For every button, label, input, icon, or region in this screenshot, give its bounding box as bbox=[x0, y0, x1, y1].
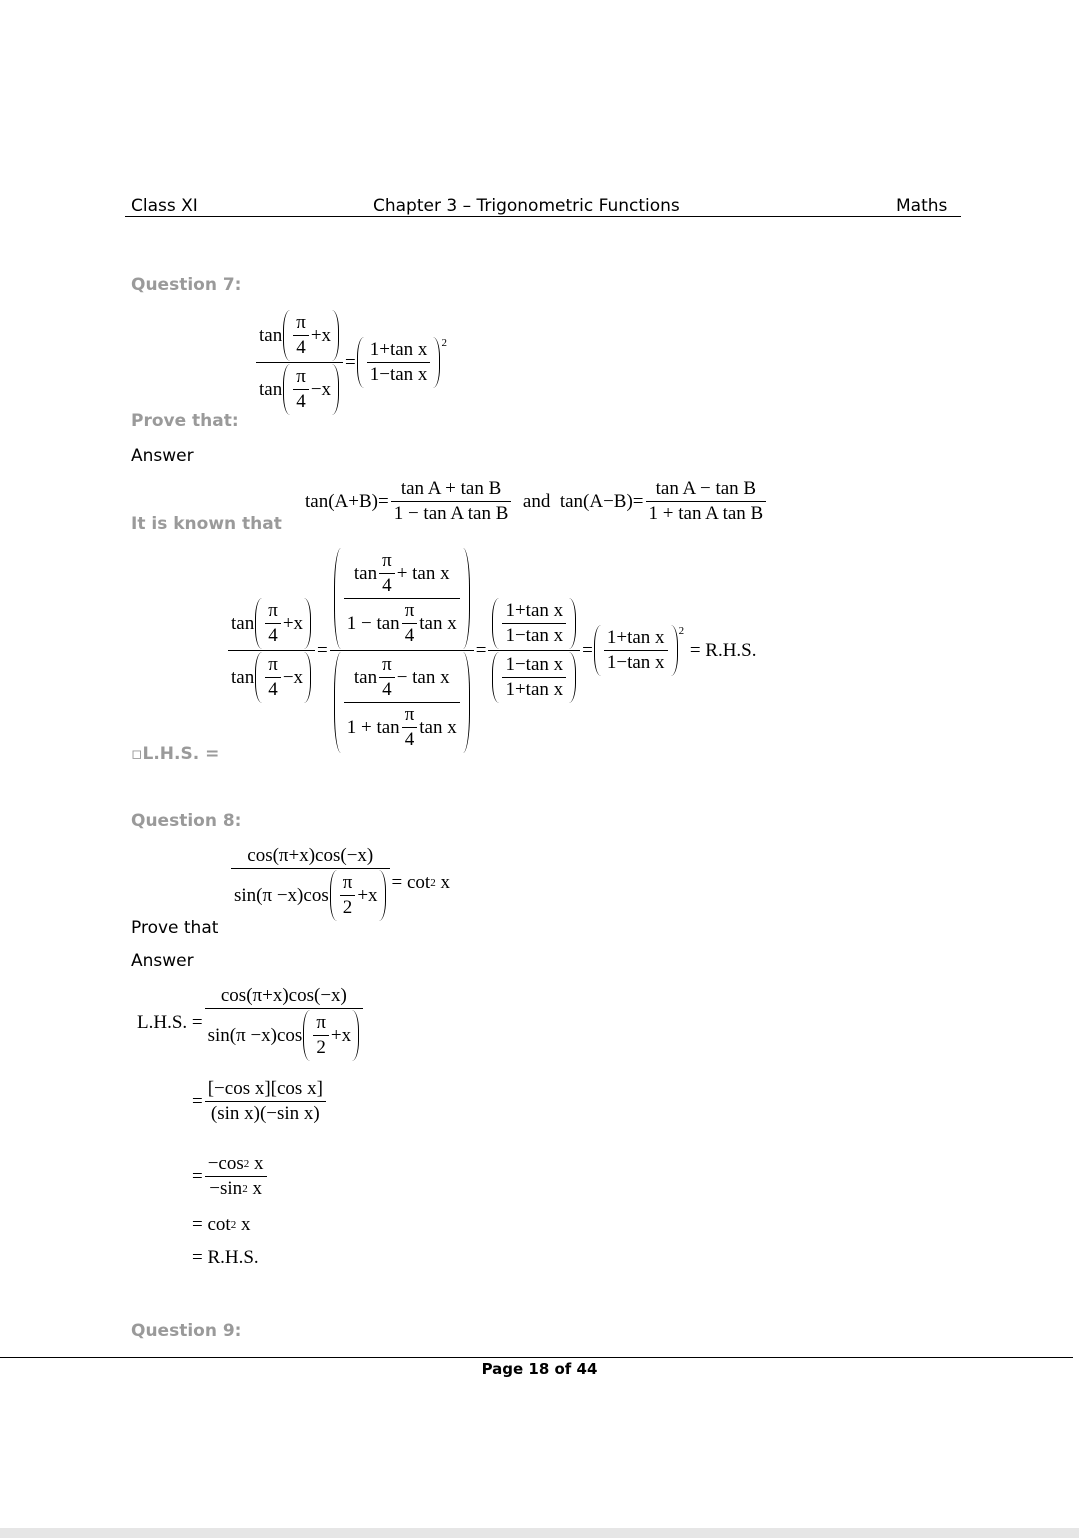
denominator bbox=[502, 623, 566, 647]
math-text: π bbox=[404, 704, 415, 725]
numerator bbox=[265, 654, 281, 677]
fraction bbox=[379, 654, 395, 701]
left-paren bbox=[255, 652, 262, 703]
math-text: π bbox=[296, 366, 306, 387]
numerator bbox=[293, 312, 309, 335]
math-text: = bbox=[475, 639, 487, 661]
math-text: = bbox=[317, 639, 328, 661]
fraction bbox=[646, 478, 767, 525]
exponent: 2 bbox=[242, 1183, 248, 1195]
denominator bbox=[402, 623, 418, 647]
denominator bbox=[340, 895, 356, 919]
math-text: +x bbox=[330, 1024, 352, 1046]
math-text: 1+tan x bbox=[369, 339, 428, 360]
numerator bbox=[293, 366, 309, 389]
math-text: 1 + tan A tan B bbox=[648, 503, 764, 524]
exponent: 2 bbox=[441, 337, 447, 349]
parenthesized-group bbox=[303, 1010, 359, 1061]
parenthesized-group bbox=[594, 625, 684, 676]
fraction bbox=[502, 654, 566, 701]
exponent: 2 bbox=[230, 1219, 237, 1231]
denominator bbox=[379, 677, 395, 701]
fraction bbox=[502, 600, 566, 647]
math-text: tan bbox=[353, 562, 378, 584]
math-text: π bbox=[342, 872, 353, 893]
denominator bbox=[344, 702, 460, 751]
math-text: + tan x bbox=[396, 562, 450, 584]
math-text: tan x bbox=[419, 612, 457, 634]
denominator bbox=[231, 868, 390, 921]
exponent: 2 bbox=[678, 625, 685, 637]
math-text: = bbox=[192, 1165, 203, 1187]
math-text: 1−tan x bbox=[505, 625, 564, 646]
right-paren bbox=[433, 337, 440, 388]
parenthesized-group bbox=[255, 652, 311, 703]
math-text: π bbox=[382, 654, 392, 675]
paren-content bbox=[290, 310, 332, 361]
denominator bbox=[265, 677, 281, 701]
numerator bbox=[653, 478, 759, 501]
numerator bbox=[340, 872, 356, 895]
math-text: = R.H.S. bbox=[685, 639, 757, 661]
numerator bbox=[330, 548, 474, 650]
math-text: − tan x bbox=[396, 666, 450, 688]
math-text: 1−tan x bbox=[505, 654, 564, 675]
numerator bbox=[351, 550, 453, 598]
denominator bbox=[646, 501, 767, 525]
numerator bbox=[228, 598, 315, 650]
right-paren bbox=[671, 625, 678, 676]
q8-step-3 bbox=[192, 1153, 269, 1200]
paren-content bbox=[341, 548, 463, 649]
math-text: 4 bbox=[404, 729, 415, 750]
numerator bbox=[402, 600, 418, 623]
math-text: 2 bbox=[316, 1037, 326, 1058]
right-paren bbox=[304, 598, 311, 649]
q7-answer-label: Answer bbox=[131, 446, 194, 466]
math-text: −cos bbox=[207, 1153, 244, 1174]
math-text: (sin x)(−sin x) bbox=[210, 1103, 320, 1124]
math-text: 4 bbox=[268, 679, 278, 700]
math-text: tan bbox=[231, 666, 255, 688]
right-paren bbox=[569, 652, 576, 703]
fraction bbox=[488, 598, 580, 703]
math-text: = cot bbox=[391, 872, 431, 893]
math-text: tan bbox=[259, 378, 283, 400]
denominator bbox=[367, 362, 431, 386]
math-text: 2 bbox=[342, 897, 353, 918]
fraction bbox=[367, 339, 431, 386]
fraction bbox=[205, 985, 364, 1061]
numerator bbox=[502, 600, 566, 623]
math-text: cos(π+x)cos(−x) bbox=[220, 985, 347, 1006]
fraction bbox=[402, 600, 418, 647]
fraction bbox=[402, 704, 418, 751]
math-text: = bbox=[345, 351, 356, 373]
q8-step-2 bbox=[192, 1078, 328, 1125]
header-class: Class XI bbox=[131, 196, 198, 216]
numerator bbox=[398, 478, 504, 501]
right-paren bbox=[463, 652, 470, 753]
parenthesized-group bbox=[334, 652, 470, 753]
paren-content bbox=[499, 652, 569, 703]
fraction bbox=[604, 627, 668, 674]
footer-divider bbox=[0, 1357, 1073, 1358]
left-paren bbox=[334, 548, 341, 649]
math-text: 1+tan x bbox=[505, 600, 564, 621]
left-paren bbox=[303, 1010, 310, 1061]
fraction bbox=[340, 872, 356, 919]
q8-statement-math bbox=[229, 845, 450, 921]
numerator bbox=[351, 654, 453, 702]
fraction bbox=[379, 550, 395, 597]
math-text: tan(A+B)= bbox=[305, 490, 389, 512]
right-paren bbox=[332, 364, 339, 415]
math-text: L.H.S. = bbox=[137, 1012, 203, 1033]
math-text: tan bbox=[353, 666, 378, 688]
fraction bbox=[256, 310, 343, 415]
math-text: π bbox=[268, 654, 278, 675]
q7-lhs-label: ▫L.H.S. = bbox=[131, 744, 220, 764]
parenthesized-group bbox=[492, 652, 576, 703]
paren-content bbox=[341, 652, 463, 753]
math-text: x bbox=[435, 872, 450, 893]
math-text: tan A + tan B bbox=[400, 478, 502, 499]
denominator bbox=[205, 1101, 326, 1125]
math-text: 1 − tan bbox=[346, 612, 400, 634]
math-text: 1 + tan bbox=[346, 716, 400, 738]
denominator bbox=[256, 362, 343, 415]
numerator bbox=[379, 654, 395, 677]
question-7-title: Question 7: bbox=[131, 275, 242, 295]
math-text: tan A − tan B bbox=[655, 478, 757, 499]
denominator bbox=[402, 727, 418, 751]
math-text: [−cos x][cos x] bbox=[207, 1078, 323, 1099]
left-paren bbox=[283, 310, 290, 361]
denominator bbox=[379, 573, 395, 597]
denominator bbox=[313, 1035, 329, 1059]
math-text: 4 bbox=[382, 679, 392, 700]
parenthesized-group bbox=[492, 598, 576, 649]
math-text: = cot bbox=[192, 1214, 231, 1235]
header-chapter: Chapter 3 – Trigonometric Functions bbox=[373, 196, 680, 216]
math-text: +x bbox=[310, 324, 332, 346]
fraction bbox=[344, 550, 460, 647]
numerator bbox=[256, 310, 343, 362]
math-text: tan bbox=[231, 612, 255, 634]
math-text: 4 bbox=[296, 391, 306, 412]
math-text: π bbox=[316, 1012, 326, 1033]
numerator bbox=[205, 1153, 267, 1176]
math-text: −sin bbox=[209, 1178, 243, 1199]
q7-known-identity-math bbox=[305, 478, 768, 525]
paren-content bbox=[601, 625, 671, 676]
math-text: 1+tan x bbox=[505, 679, 564, 700]
fraction bbox=[391, 478, 512, 525]
denominator bbox=[205, 1008, 364, 1061]
math-text: 4 bbox=[296, 337, 306, 358]
math-text: = bbox=[192, 1090, 203, 1112]
math-text: 1+tan x bbox=[606, 627, 665, 648]
parenthesized-group bbox=[334, 548, 470, 649]
fraction bbox=[344, 654, 460, 751]
math-text: = bbox=[582, 639, 593, 661]
paren-content bbox=[290, 364, 332, 415]
question-9-title: Question 9: bbox=[131, 1321, 242, 1341]
denominator bbox=[604, 650, 668, 674]
q8-step-1 bbox=[137, 985, 365, 1061]
denominator bbox=[488, 650, 580, 703]
fraction bbox=[265, 600, 281, 647]
math-text: π bbox=[268, 600, 278, 621]
math-text: 1−tan x bbox=[369, 364, 428, 385]
parenthesized-group bbox=[255, 598, 311, 649]
left-paren bbox=[357, 337, 364, 388]
math-text: x bbox=[247, 1178, 262, 1199]
parenthesized-group bbox=[357, 337, 447, 388]
left-paren bbox=[334, 652, 341, 753]
math-text: 4 bbox=[268, 625, 278, 646]
denominator bbox=[391, 501, 512, 525]
right-paren bbox=[569, 598, 576, 649]
paren-content bbox=[499, 598, 569, 649]
fraction bbox=[228, 598, 315, 703]
paren-content bbox=[310, 1010, 352, 1061]
left-paren bbox=[594, 625, 601, 676]
fraction bbox=[293, 366, 309, 413]
left-paren bbox=[492, 652, 499, 703]
math-text: tan x bbox=[419, 716, 457, 738]
q7-proof-chain-math bbox=[226, 548, 757, 753]
math-text: cos(π+x)cos(−x) bbox=[247, 845, 374, 866]
math-text: 4 bbox=[382, 575, 392, 596]
fraction bbox=[293, 312, 309, 359]
fraction bbox=[265, 654, 281, 701]
q7-statement-math bbox=[254, 310, 448, 415]
q8-step-5 bbox=[192, 1247, 259, 1269]
q7-prove-label: Prove that: bbox=[131, 411, 239, 431]
denominator bbox=[502, 677, 566, 701]
math-text: 1 − tan A tan B bbox=[393, 503, 509, 524]
denominator bbox=[265, 623, 281, 647]
right-paren bbox=[463, 548, 470, 649]
question-8-title: Question 8: bbox=[131, 811, 242, 831]
viewer-bottom-bar bbox=[0, 1528, 1079, 1538]
right-paren bbox=[304, 652, 311, 703]
math-text: x bbox=[249, 1153, 264, 1174]
fraction bbox=[231, 845, 390, 921]
numerator bbox=[313, 1012, 329, 1035]
math-text: π bbox=[382, 550, 392, 571]
denominator bbox=[293, 335, 309, 359]
q7-known-label: It is known that bbox=[131, 514, 282, 534]
numerator bbox=[265, 600, 281, 623]
left-paren bbox=[255, 598, 262, 649]
q8-answer-label: Answer bbox=[131, 951, 194, 971]
fraction bbox=[205, 1153, 267, 1200]
right-paren bbox=[379, 870, 386, 921]
math-text: −x bbox=[282, 666, 304, 688]
denominator bbox=[293, 389, 309, 413]
fraction bbox=[330, 548, 474, 753]
math-text: sin(π −x)cos bbox=[234, 884, 329, 906]
numerator bbox=[604, 627, 668, 650]
paren-content bbox=[364, 337, 434, 388]
math-text: +x bbox=[357, 884, 378, 906]
math-text: tan bbox=[259, 324, 283, 346]
numerator bbox=[367, 339, 431, 362]
header-subject: Maths bbox=[896, 196, 948, 216]
q8-step-4 bbox=[192, 1214, 250, 1236]
numerator bbox=[402, 704, 418, 727]
parenthesized-group bbox=[283, 364, 339, 415]
numerator bbox=[502, 654, 566, 677]
math-text: π bbox=[404, 600, 415, 621]
denominator bbox=[228, 650, 315, 703]
exponent: 2 bbox=[243, 1158, 250, 1170]
fraction bbox=[313, 1012, 329, 1059]
numerator bbox=[379, 550, 395, 573]
numerator bbox=[218, 985, 350, 1008]
left-paren bbox=[492, 598, 499, 649]
math-text: and tan(A−B)= bbox=[513, 490, 644, 512]
page-number: Page 18 of 44 bbox=[481, 1360, 598, 1378]
math-text: sin(π −x)cos bbox=[207, 1024, 303, 1046]
right-paren bbox=[352, 1010, 359, 1061]
numerator bbox=[205, 1078, 326, 1101]
left-paren bbox=[330, 870, 337, 921]
paren-content bbox=[262, 652, 304, 703]
denominator bbox=[205, 1176, 267, 1200]
left-paren bbox=[283, 364, 290, 415]
numerator bbox=[244, 845, 376, 868]
paren-content bbox=[262, 598, 304, 649]
parenthesized-group bbox=[330, 870, 386, 921]
math-text: +x bbox=[282, 612, 304, 634]
denominator bbox=[344, 598, 460, 647]
right-paren bbox=[332, 310, 339, 361]
parenthesized-group bbox=[283, 310, 339, 361]
exponent: 2 bbox=[430, 877, 436, 889]
math-text: 4 bbox=[404, 625, 415, 646]
denominator bbox=[330, 650, 474, 753]
math-text: 1−tan x bbox=[606, 652, 665, 673]
header-divider bbox=[125, 216, 961, 217]
paren-content bbox=[337, 870, 379, 921]
math-text: −x bbox=[310, 378, 332, 400]
math-text: = R.H.S. bbox=[192, 1247, 259, 1268]
numerator bbox=[488, 598, 580, 650]
q8-prove-label: Prove that bbox=[131, 918, 219, 938]
fraction bbox=[205, 1078, 326, 1125]
math-text: x bbox=[236, 1214, 251, 1235]
math-text: π bbox=[296, 312, 306, 333]
